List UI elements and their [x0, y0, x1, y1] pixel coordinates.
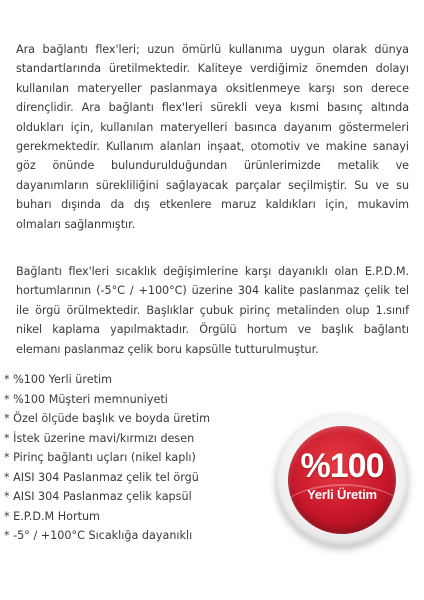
feature-item: * Pirinç bağlantı uçları (nikel kaplı) [4, 451, 196, 464]
feature-item: * AISI 304 Paslanmaz çelik kapsül [4, 490, 192, 503]
badge-red-core [288, 426, 396, 534]
description-paragraph-2: Bağlantı flex'leri sıcaklık değişimlerine karşı dayanıklı olan E.P.D.M. hortumlarının (-5°C / +100°C) üzerine 304 kalite paslanmaz çelik tel ile örgü örülmektedir. Başlıklar çubuk pirinç metalinden olup 1.sınıf nikel kaplama yapılmaktadır. Örgülü hortum ve başlık bağlantı elemanı paslanmaz çelik boru kapsülle tutturulmuştur. [16, 265, 409, 356]
description-paragraph-1: Ara bağlantı flex'leri; uzun ömürlü kullanıma uygun olarak dünya standartlarında üretilmektedir. Kaliteye verdiğimiz önemden dolayı kullanılan materyeller paslanmaya oksitlenmeye karşı son derece dirençlidir. Ara bağlantı flex'leri sürekli veya kısmi basınç altında oldukları için, kullanılan materyelleri basınca dayanım göstermeleri gerekmektedir. Kullanım alanları inşaat, otomotiv ve makine sanayi göz önünde bulundurulduğundan ürünlerimizde metalik ve dayanımların sürekliliğini sağlayacak parçalar seçilmiştir. Su ve su buharı dışında da dış etkenlere maruz kaldıkları için, mukavim olmaları sağlanmıştır. [16, 43, 409, 231]
feature-item: * İstek üzerine mavi/kırmızı desen [4, 431, 195, 445]
feature-item: * -5° / +100°C Sıcaklığa dayanıklı [4, 529, 193, 542]
feature-item: * E.P.D.M Hortum [4, 509, 100, 523]
feature-item: * Özel ölçüde başlık ve boyda üretim [4, 412, 211, 425]
badge-sub-text: Yerli Üretim [307, 487, 377, 502]
feature-item: * AISI 304 Paslanmaz çelik tel örgü [4, 470, 199, 484]
feature-item: * %100 Yerli üretim [4, 373, 113, 386]
badge-main-text: %100 [300, 447, 384, 485]
local-production-badge [276, 414, 408, 546]
feature-list [4, 370, 210, 546]
feature-item: * %100 Müşteri memnuniyeti [4, 392, 168, 406]
